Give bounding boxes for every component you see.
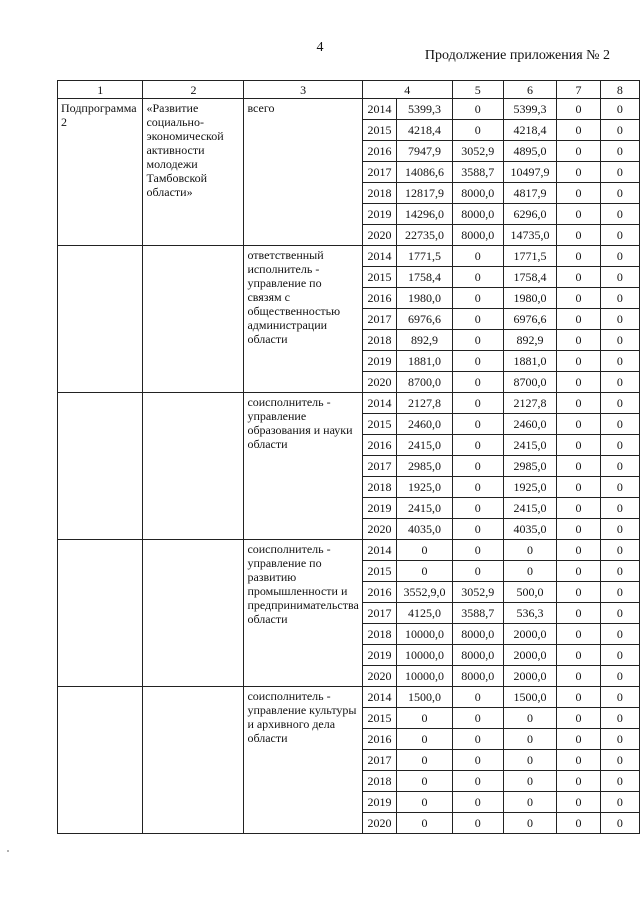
year-cell: 2019 <box>362 498 396 519</box>
value-cell: 0 <box>557 267 600 288</box>
header-cell: 2 <box>143 81 244 99</box>
value-cell: 1500,0 <box>503 687 557 708</box>
value-cell: 0 <box>452 288 503 309</box>
value-cell: 0 <box>557 372 600 393</box>
page-number: 4 <box>316 40 324 55</box>
value-cell: 0 <box>600 456 639 477</box>
header-row <box>58 81 640 99</box>
value-cell: 892,9 <box>397 330 453 351</box>
value-cell: 0 <box>452 750 503 771</box>
value-cell: 0 <box>557 477 600 498</box>
program-cell <box>58 687 143 834</box>
value-cell: 0 <box>557 456 600 477</box>
value-cell: 0 <box>452 309 503 330</box>
value-cell: 0 <box>452 435 503 456</box>
value-cell: 0 <box>600 435 639 456</box>
value-cell: 0 <box>397 771 453 792</box>
value-cell: 0 <box>397 792 453 813</box>
value-cell: 0 <box>557 540 600 561</box>
value-cell: 0 <box>557 351 600 372</box>
value-cell: 2000,0 <box>503 666 557 687</box>
program-name-cell: «Развитие социально-экономической активности молодежи Тамбовской области» <box>143 99 244 246</box>
value-cell: 14296,0 <box>397 204 453 225</box>
value-cell: 2985,0 <box>503 456 557 477</box>
value-cell: 0 <box>452 393 503 414</box>
value-cell: 10000,0 <box>397 666 453 687</box>
value-cell: 0 <box>557 792 600 813</box>
value-cell: 0 <box>452 267 503 288</box>
year-cell: 2018 <box>362 624 396 645</box>
value-cell: 0 <box>600 582 639 603</box>
year-cell: 2014 <box>362 99 396 120</box>
value-cell: 0 <box>503 708 557 729</box>
year-cell: 2019 <box>362 204 396 225</box>
value-cell: 0 <box>600 288 639 309</box>
value-cell: 0 <box>600 687 639 708</box>
value-cell: 8700,0 <box>397 372 453 393</box>
value-cell: 10497,9 <box>503 162 557 183</box>
value-cell: 1758,4 <box>503 267 557 288</box>
year-cell: 2018 <box>362 183 396 204</box>
value-cell: 0 <box>600 225 639 246</box>
value-cell: 0 <box>600 414 639 435</box>
value-cell: 8000,0 <box>452 204 503 225</box>
header-cell: 6 <box>503 81 557 99</box>
value-cell: 0 <box>557 561 600 582</box>
value-cell: 0 <box>452 498 503 519</box>
program-name-cell <box>143 687 244 834</box>
year-cell: 2017 <box>362 309 396 330</box>
header-cell: 5 <box>452 81 503 99</box>
year-cell: 2014 <box>362 393 396 414</box>
year-cell: 2018 <box>362 477 396 498</box>
year-cell: 2017 <box>362 456 396 477</box>
value-cell: 0 <box>452 414 503 435</box>
program-name-cell <box>143 393 244 540</box>
value-cell: 0 <box>452 540 503 561</box>
year-cell: 2020 <box>362 519 396 540</box>
value-cell: 8700,0 <box>503 372 557 393</box>
value-cell: 0 <box>452 771 503 792</box>
value-cell: 0 <box>503 750 557 771</box>
value-cell: 1500,0 <box>397 687 453 708</box>
value-cell: 0 <box>600 351 639 372</box>
value-cell: 5399,3 <box>397 99 453 120</box>
value-cell: 0 <box>557 666 600 687</box>
value-cell: 0 <box>600 99 639 120</box>
value-cell: 0 <box>557 729 600 750</box>
value-cell: 0 <box>503 729 557 750</box>
executor-cell: соисполнитель - управление культуры и архивного дела области <box>244 687 362 834</box>
value-cell: 1771,5 <box>397 246 453 267</box>
value-cell: 4125,0 <box>397 603 453 624</box>
value-cell: 22735,0 <box>397 225 453 246</box>
value-cell: 4035,0 <box>397 519 453 540</box>
value-cell: 2415,0 <box>503 498 557 519</box>
value-cell: 1980,0 <box>397 288 453 309</box>
year-cell: 2020 <box>362 813 396 834</box>
program-cell: Подпрограмма 2 <box>58 99 143 246</box>
value-cell: 1980,0 <box>503 288 557 309</box>
value-cell: 4218,4 <box>503 120 557 141</box>
value-cell: 0 <box>600 519 639 540</box>
year-cell: 2020 <box>362 666 396 687</box>
value-cell: 0 <box>397 750 453 771</box>
value-cell: 0 <box>557 687 600 708</box>
value-cell: 0 <box>600 309 639 330</box>
value-cell: 8000,0 <box>452 666 503 687</box>
value-cell: 0 <box>557 813 600 834</box>
table-row <box>58 99 640 120</box>
value-cell: 2460,0 <box>397 414 453 435</box>
header-cell: 1 <box>58 81 143 99</box>
year-cell: 2016 <box>362 141 396 162</box>
value-cell: 0 <box>600 729 639 750</box>
value-cell: 0 <box>397 540 453 561</box>
value-cell: 4218,4 <box>397 120 453 141</box>
table-body <box>58 81 640 834</box>
value-cell: 0 <box>600 120 639 141</box>
program-cell <box>58 246 143 393</box>
value-cell: 8000,0 <box>452 225 503 246</box>
value-cell: 8000,0 <box>452 624 503 645</box>
value-cell: 0 <box>557 582 600 603</box>
continuation-caption: Продолжение приложения № 2 <box>424 48 610 63</box>
value-cell: 7947,9 <box>397 141 453 162</box>
program-cell <box>58 393 143 540</box>
value-cell: 1771,5 <box>503 246 557 267</box>
value-cell: 0 <box>600 750 639 771</box>
value-cell: 0 <box>452 477 503 498</box>
value-cell: 0 <box>557 225 600 246</box>
value-cell: 0 <box>557 498 600 519</box>
value-cell: 0 <box>600 267 639 288</box>
year-cell: 2015 <box>362 414 396 435</box>
value-cell: 0 <box>452 729 503 750</box>
value-cell: 0 <box>600 393 639 414</box>
value-cell: 0 <box>452 99 503 120</box>
value-cell: 892,9 <box>503 330 557 351</box>
table-row <box>58 687 640 708</box>
value-cell: 0 <box>557 750 600 771</box>
table-row <box>58 393 640 414</box>
value-cell: 0 <box>600 771 639 792</box>
value-cell: 8000,0 <box>452 183 503 204</box>
year-cell: 2016 <box>362 435 396 456</box>
value-cell: 0 <box>557 414 600 435</box>
value-cell: 0 <box>452 456 503 477</box>
year-cell: 2015 <box>362 708 396 729</box>
value-cell: 0 <box>452 330 503 351</box>
value-cell: 0 <box>557 624 600 645</box>
value-cell: 2415,0 <box>503 435 557 456</box>
executor-cell: соисполнитель - управление по развитию промышленности и предпринимательства области <box>244 540 362 687</box>
value-cell: 0 <box>557 162 600 183</box>
year-cell: 2019 <box>362 792 396 813</box>
value-cell: 1925,0 <box>397 477 453 498</box>
year-cell: 2017 <box>362 603 396 624</box>
year-cell: 2016 <box>362 729 396 750</box>
scan-artifact <box>7 850 9 852</box>
value-cell: 0 <box>452 792 503 813</box>
value-cell: 0 <box>557 288 600 309</box>
value-cell: 0 <box>557 309 600 330</box>
value-cell: 2127,8 <box>397 393 453 414</box>
value-cell: 0 <box>600 498 639 519</box>
year-cell: 2019 <box>362 351 396 372</box>
value-cell: 0 <box>397 561 453 582</box>
value-cell: 0 <box>452 120 503 141</box>
year-cell: 2018 <box>362 330 396 351</box>
value-cell: 0 <box>600 372 639 393</box>
year-cell: 2019 <box>362 645 396 666</box>
value-cell: 0 <box>557 603 600 624</box>
value-cell: 4817,9 <box>503 183 557 204</box>
value-cell: 2000,0 <box>503 624 557 645</box>
value-cell: 0 <box>600 603 639 624</box>
program-cell <box>58 540 143 687</box>
program-name-cell <box>143 540 244 687</box>
value-cell: 2127,8 <box>503 393 557 414</box>
year-cell: 2015 <box>362 267 396 288</box>
value-cell: 10000,0 <box>397 645 453 666</box>
value-cell: 1758,4 <box>397 267 453 288</box>
year-cell: 2020 <box>362 225 396 246</box>
value-cell: 2460,0 <box>503 414 557 435</box>
value-cell: 0 <box>600 624 639 645</box>
value-cell: 0 <box>452 561 503 582</box>
year-cell: 2016 <box>362 288 396 309</box>
year-cell: 2014 <box>362 687 396 708</box>
value-cell: 3588,7 <box>452 162 503 183</box>
value-cell: 12817,9 <box>397 183 453 204</box>
year-cell: 2015 <box>362 120 396 141</box>
value-cell: 0 <box>557 99 600 120</box>
executor-cell: ответственный исполнитель - управление по связям с общественностью администрации области <box>244 246 362 393</box>
value-cell: 3052,9 <box>452 582 503 603</box>
value-cell: 0 <box>397 813 453 834</box>
value-cell: 14086,6 <box>397 162 453 183</box>
value-cell: 0 <box>600 540 639 561</box>
value-cell: 0 <box>503 771 557 792</box>
value-cell: 0 <box>557 183 600 204</box>
value-cell: 2000,0 <box>503 645 557 666</box>
value-cell: 0 <box>600 162 639 183</box>
value-cell: 0 <box>452 372 503 393</box>
program-name-cell <box>143 246 244 393</box>
value-cell: 0 <box>452 351 503 372</box>
value-cell: 1881,0 <box>503 351 557 372</box>
value-cell: 0 <box>600 792 639 813</box>
value-cell: 0 <box>397 708 453 729</box>
value-cell: 0 <box>452 519 503 540</box>
year-cell: 2016 <box>362 582 396 603</box>
value-cell: 1881,0 <box>397 351 453 372</box>
value-cell: 0 <box>600 666 639 687</box>
table-row <box>58 540 640 561</box>
value-cell: 0 <box>600 561 639 582</box>
header-cell: 8 <box>600 81 639 99</box>
year-cell: 2015 <box>362 561 396 582</box>
value-cell: 0 <box>557 771 600 792</box>
budget-table <box>57 80 640 834</box>
value-cell: 14735,0 <box>503 225 557 246</box>
value-cell: 3052,9 <box>452 141 503 162</box>
value-cell: 0 <box>557 519 600 540</box>
value-cell: 0 <box>557 141 600 162</box>
value-cell: 6296,0 <box>503 204 557 225</box>
value-cell: 0 <box>557 393 600 414</box>
value-cell: 3552,9,0 <box>397 582 453 603</box>
table-row <box>58 246 640 267</box>
table-container <box>57 80 640 834</box>
value-cell: 0 <box>557 435 600 456</box>
value-cell: 0 <box>600 204 639 225</box>
value-cell: 0 <box>397 729 453 750</box>
value-cell: 0 <box>600 141 639 162</box>
value-cell: 500,0 <box>503 582 557 603</box>
value-cell: 0 <box>452 708 503 729</box>
executor-cell: всего <box>244 99 362 246</box>
value-cell: 0 <box>600 813 639 834</box>
value-cell: 0 <box>557 246 600 267</box>
year-cell: 2014 <box>362 246 396 267</box>
value-cell: 0 <box>557 120 600 141</box>
value-cell: 2415,0 <box>397 498 453 519</box>
value-cell: 0 <box>557 330 600 351</box>
value-cell: 536,3 <box>503 603 557 624</box>
value-cell: 0 <box>600 708 639 729</box>
year-cell: 2017 <box>362 162 396 183</box>
year-cell: 2014 <box>362 540 396 561</box>
value-cell: 10000,0 <box>397 624 453 645</box>
year-cell: 2018 <box>362 771 396 792</box>
value-cell: 2415,0 <box>397 435 453 456</box>
value-cell: 0 <box>600 330 639 351</box>
value-cell: 0 <box>452 813 503 834</box>
header-cell: 4 <box>362 81 452 99</box>
executor-cell: соисполнитель - управление образования и науки области <box>244 393 362 540</box>
value-cell: 4895,0 <box>503 141 557 162</box>
year-cell: 2020 <box>362 372 396 393</box>
value-cell: 6976,6 <box>397 309 453 330</box>
value-cell: 0 <box>503 813 557 834</box>
header-cell: 3 <box>244 81 362 99</box>
value-cell: 0 <box>452 687 503 708</box>
value-cell: 0 <box>600 645 639 666</box>
value-cell: 0 <box>557 645 600 666</box>
value-cell: 0 <box>452 246 503 267</box>
value-cell: 0 <box>557 204 600 225</box>
value-cell: 6976,6 <box>503 309 557 330</box>
value-cell: 3588,7 <box>452 603 503 624</box>
value-cell: 1925,0 <box>503 477 557 498</box>
header-cell: 7 <box>557 81 600 99</box>
value-cell: 2985,0 <box>397 456 453 477</box>
value-cell: 0 <box>503 540 557 561</box>
value-cell: 4035,0 <box>503 519 557 540</box>
value-cell: 0 <box>600 477 639 498</box>
value-cell: 0 <box>600 183 639 204</box>
value-cell: 0 <box>503 561 557 582</box>
value-cell: 8000,0 <box>452 645 503 666</box>
year-cell: 2017 <box>362 750 396 771</box>
value-cell: 5399,3 <box>503 99 557 120</box>
value-cell: 0 <box>557 708 600 729</box>
value-cell: 0 <box>503 792 557 813</box>
value-cell: 0 <box>600 246 639 267</box>
